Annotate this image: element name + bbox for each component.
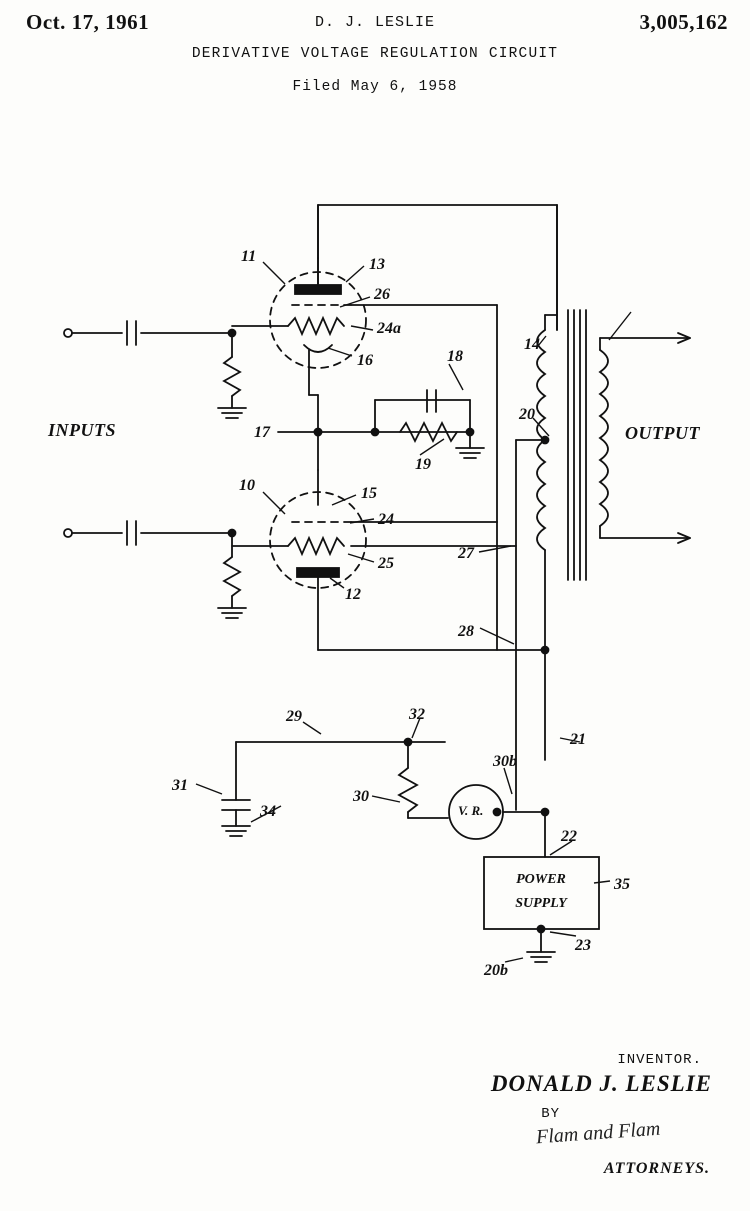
power-supply-label-line2: SUPPLY bbox=[515, 896, 567, 911]
inventor-caption: INVENTOR. bbox=[617, 1052, 702, 1068]
ref-28: 26 bbox=[374, 286, 390, 303]
output-label: OUTPUT bbox=[625, 423, 700, 443]
ref-11: 11 bbox=[241, 248, 257, 265]
patent-filed-date: Filed May 6, 1958 bbox=[292, 79, 458, 95]
ref-14: 14 bbox=[524, 336, 540, 353]
ref-22: 21 bbox=[570, 731, 586, 748]
ref-20-cap: 34 bbox=[260, 803, 276, 820]
patent-inventor-short: D. J. LESLIE bbox=[314, 14, 436, 31]
ref-30-branch: 29 bbox=[286, 708, 302, 725]
ref-34: 31 bbox=[172, 777, 188, 794]
ref-27: 25 bbox=[378, 555, 394, 572]
inventor-signature-name: DONALD J. LESLIE bbox=[490, 1071, 712, 1096]
inputs-label: INPUTS bbox=[48, 420, 117, 440]
ref-20: 19 bbox=[415, 456, 431, 473]
ref-10: 10 bbox=[239, 477, 255, 494]
patent-title: DERIVATIVE VOLTAGE REGULATION CIRCUIT bbox=[191, 46, 559, 62]
ref-31: 30b bbox=[493, 753, 517, 770]
ref-24a: 35 bbox=[614, 876, 630, 893]
ref-16: 15 bbox=[361, 485, 377, 502]
ref-13: 13 bbox=[369, 256, 385, 273]
ref-21: 20 bbox=[519, 406, 535, 423]
ref-29: 27 bbox=[458, 545, 474, 562]
ref-18: 17 bbox=[254, 424, 270, 441]
ref-12: 12 bbox=[345, 586, 361, 603]
patent-date: Oct. 17, 1961 bbox=[26, 10, 150, 34]
attorney-signature: Flam and Flam bbox=[534, 1117, 661, 1149]
ref-20-supply: 20b bbox=[484, 962, 508, 979]
ref-26: 24a bbox=[377, 320, 401, 337]
ref-24: 23 bbox=[575, 937, 591, 954]
ref-25: 24 bbox=[378, 511, 394, 528]
ref-19: 18 bbox=[447, 348, 463, 365]
ref-32: 30 bbox=[353, 788, 369, 805]
ref-30: 28 bbox=[458, 623, 474, 640]
ref-35: 32 bbox=[409, 706, 425, 723]
power-supply-label-line1: POWER bbox=[516, 872, 566, 887]
by-caption: BY bbox=[541, 1106, 560, 1122]
patent-number: 3,005,162 bbox=[639, 10, 728, 34]
ref-23: 22 bbox=[561, 828, 577, 845]
attorneys-caption: ATTORNEYS. bbox=[603, 1160, 710, 1177]
vr-tube-label: V. R. bbox=[458, 803, 484, 818]
ref-17: 16 bbox=[357, 352, 373, 369]
